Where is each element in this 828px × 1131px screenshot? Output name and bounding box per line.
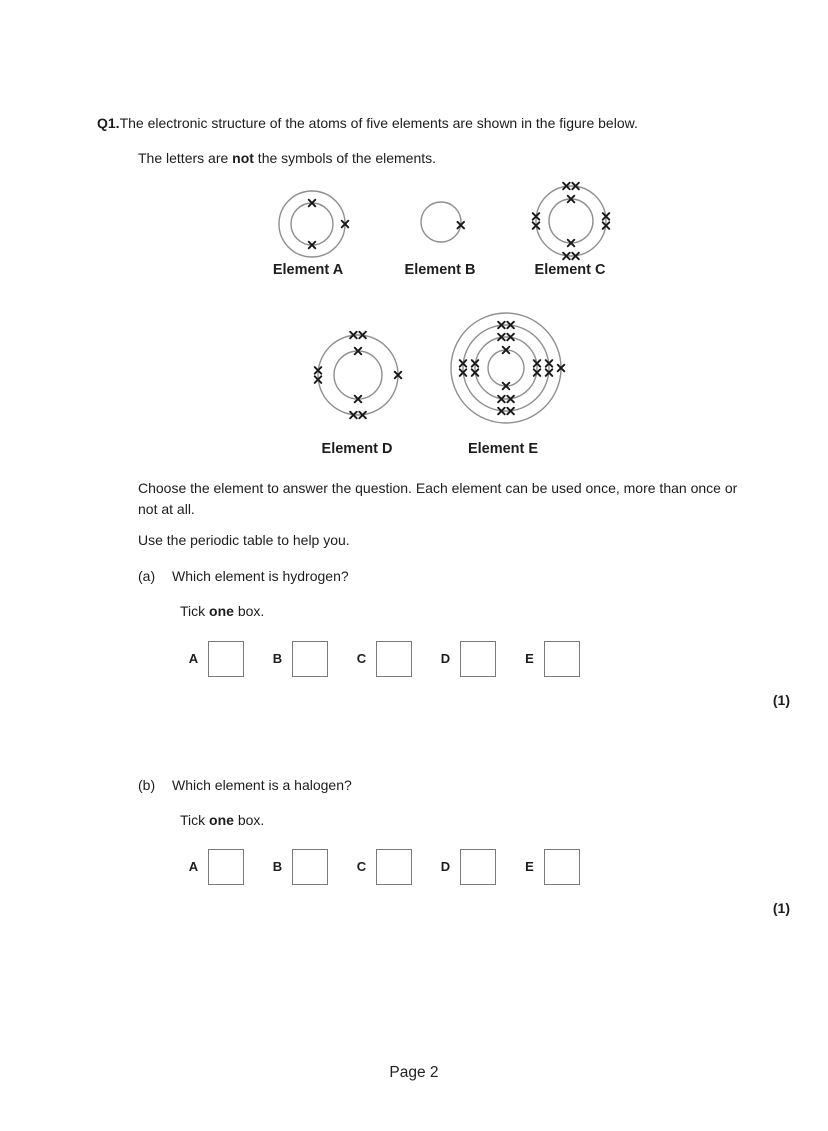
part-a-option-d	[440, 640, 496, 677]
element-b-label: Element B	[404, 262, 476, 278]
part-b-options-row	[0, 848, 828, 885]
part-b-option-e-label: E	[525, 859, 534, 874]
part-b-tick-box-b[interactable]	[292, 849, 328, 885]
page-number: Page 2	[389, 1064, 439, 1081]
part-b-id: (b)	[138, 777, 156, 793]
part-a-option-c	[356, 640, 412, 677]
part-b-tick-box-a[interactable]	[208, 849, 244, 885]
part-a-tick-box-a[interactable]	[208, 641, 244, 677]
part-a-option-d-label: D	[440, 651, 451, 666]
part-a-option-a	[188, 640, 244, 677]
part-b-question-line	[138, 777, 352, 793]
part-b-tick-box-c[interactable]	[376, 849, 412, 885]
part-b-option-a-label: A	[188, 859, 199, 874]
part-b-option-b	[272, 848, 328, 885]
part-a-marks: (1)	[772, 692, 790, 708]
part-b-tick-box-d[interactable]	[460, 849, 496, 885]
choose-instruction-line1: Choose the element to answer the question. Each element can be used once, more than once or	[138, 480, 738, 496]
part-a-option-e-label: E	[525, 651, 534, 666]
tick-b-bold: one	[209, 812, 234, 828]
part-b-tick-box-e[interactable]	[544, 849, 580, 885]
tick-b-before: Tick	[180, 812, 210, 828]
choose-instruction	[138, 478, 737, 520]
element-d-label: Element D	[321, 441, 393, 457]
element-e-label: Element E	[467, 441, 539, 457]
part-a-tick-box-c[interactable]	[376, 641, 412, 677]
part-b-question: Which element is a halogen?	[172, 777, 352, 793]
part-a-tick-instruction	[180, 603, 264, 619]
part-a-question: Which element is hydrogen?	[172, 568, 349, 584]
note-after: the symbols of the elements.	[253, 150, 437, 166]
part-a-option-a-label: A	[188, 651, 199, 666]
question-intro: The electronic structure of the atoms of five elements are shown in the figure below.	[119, 115, 638, 131]
part-a-option-c-label: C	[356, 651, 367, 666]
note-bold: not	[232, 150, 254, 166]
question-number: Q1.	[97, 115, 120, 131]
note-before: The letters are	[138, 150, 233, 166]
periodic-table-instruction: Use the periodic table to help you.	[138, 532, 350, 548]
part-b-option-e	[524, 848, 580, 885]
tick-a-before: Tick	[180, 603, 210, 619]
part-a-id: (a)	[138, 568, 156, 584]
note-line	[138, 150, 436, 166]
question-heading	[97, 115, 638, 131]
part-a-options-row	[0, 640, 828, 677]
element-c-label: Element C	[534, 262, 606, 278]
part-b-marks: (1)	[772, 900, 790, 916]
tick-a-after: box.	[233, 603, 265, 619]
part-a-tick-box-b[interactable]	[292, 641, 328, 677]
part-b-option-a	[188, 848, 244, 885]
tick-a-bold: one	[209, 603, 234, 619]
part-a-option-e	[524, 640, 580, 677]
part-b-option-b-label: B	[272, 859, 283, 874]
tick-b-after: box.	[233, 812, 265, 828]
element-a-label: Element A	[272, 262, 344, 278]
part-b-option-d	[440, 848, 496, 885]
part-a-option-b-label: B	[272, 651, 283, 666]
part-b-option-d-label: D	[440, 859, 451, 874]
part-b-option-c	[356, 848, 412, 885]
part-a-tick-box-d[interactable]	[460, 641, 496, 677]
part-b-tick-instruction	[180, 812, 264, 828]
part-a-question-line	[138, 568, 349, 584]
choose-instruction-line2: not at all.	[138, 501, 195, 517]
electron-structure-figure	[0, 0, 828, 470]
part-a-tick-box-e[interactable]	[544, 641, 580, 677]
part-b-option-c-label: C	[356, 859, 367, 874]
part-a-option-b	[272, 640, 328, 677]
